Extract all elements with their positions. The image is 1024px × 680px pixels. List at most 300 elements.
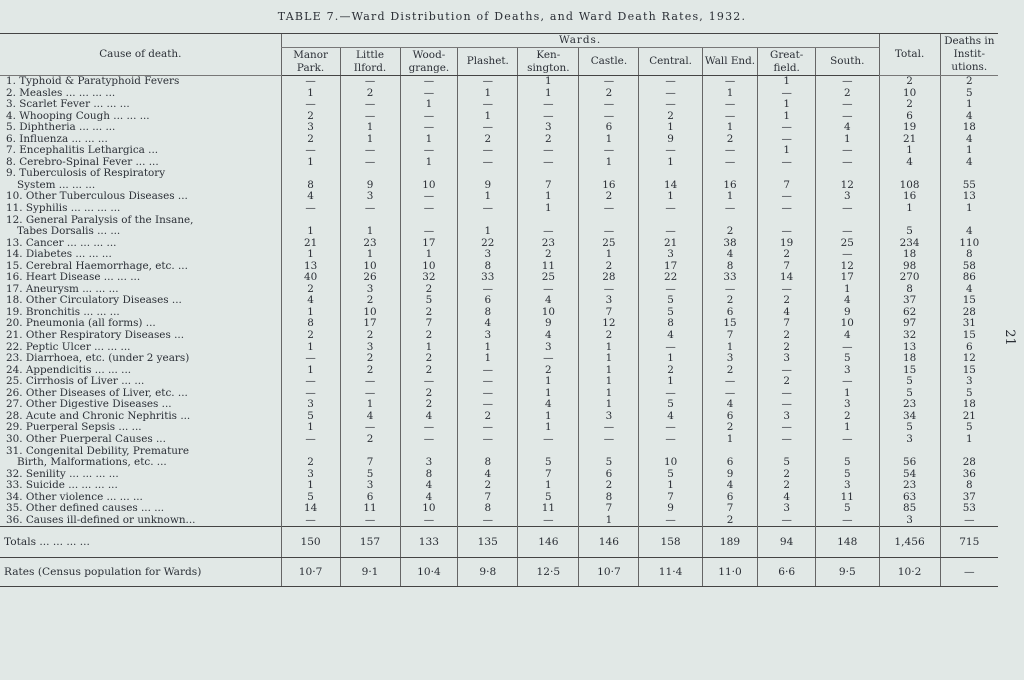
value-cell: 146 bbox=[579, 527, 639, 558]
value-cell: 13 bbox=[940, 191, 998, 203]
value-cell: 1 bbox=[518, 411, 579, 423]
value-cell: — bbox=[281, 76, 340, 88]
cause-cell bbox=[0, 388, 281, 400]
value-cell: 234 bbox=[879, 238, 940, 250]
value-cell: 270 bbox=[879, 272, 940, 284]
ward-header: South. bbox=[816, 48, 879, 76]
value-cell: 8 bbox=[458, 503, 518, 515]
value-cell: 1 bbox=[940, 434, 998, 446]
value-cell: 10·2 bbox=[879, 558, 940, 587]
value-cell: — bbox=[340, 376, 400, 388]
value-cell: 5 bbox=[400, 295, 458, 307]
value-cell: 3 bbox=[340, 480, 400, 492]
value-cell: 5 bbox=[816, 503, 879, 515]
value-cell: 715 bbox=[940, 527, 998, 558]
cause-label: 29. Puerperal Sepsis ... ... bbox=[6, 422, 142, 434]
value-cell: 19 bbox=[879, 122, 940, 134]
value-cell: — bbox=[458, 365, 518, 377]
ward-header: Castle. bbox=[579, 48, 639, 76]
value-cell: — bbox=[702, 111, 758, 123]
value-cell: 9 bbox=[702, 469, 758, 481]
value-cell: 1 bbox=[940, 145, 998, 157]
value-cell: 2 bbox=[758, 295, 816, 307]
value-cell: — bbox=[340, 111, 400, 123]
value-cell: 2 bbox=[400, 330, 458, 342]
value-cell: 3 bbox=[816, 365, 879, 377]
value-cell: 1 bbox=[879, 203, 940, 215]
value-cell: 4 bbox=[458, 318, 518, 330]
value-cell: 7 bbox=[579, 503, 639, 515]
cause-label: 6. Influenza ... ... ... bbox=[6, 133, 108, 145]
value-cell: 54 bbox=[879, 469, 940, 481]
value-cell: 5 bbox=[940, 388, 998, 400]
value-cell: 23 bbox=[879, 480, 940, 492]
ward-header: Manor Park. bbox=[281, 48, 340, 76]
value-cell: 6 bbox=[340, 492, 400, 504]
value-cell: 2 bbox=[702, 365, 758, 377]
value-cell: — bbox=[518, 515, 579, 527]
cause-cell bbox=[0, 342, 281, 354]
value-cell: 18 bbox=[940, 399, 998, 411]
value-cell: 1 bbox=[400, 134, 458, 146]
value-cell: 10 bbox=[518, 307, 579, 319]
value-cell: 9·8 bbox=[458, 558, 518, 587]
value-cell: 2 bbox=[639, 111, 702, 123]
value-cell: 3 bbox=[518, 342, 579, 354]
value-cell: 2 bbox=[816, 411, 879, 423]
value-cell: 12·5 bbox=[518, 558, 579, 587]
ward-header: Ken-sington. bbox=[518, 48, 579, 76]
value-cell: 2 bbox=[758, 330, 816, 342]
value-cell: 55 bbox=[940, 168, 998, 191]
value-cell: 3 bbox=[340, 342, 400, 354]
value-cell: — bbox=[816, 145, 879, 157]
value-cell: 7 bbox=[702, 330, 758, 342]
value-cell: 4 bbox=[702, 480, 758, 492]
value-cell: 108 bbox=[879, 168, 940, 191]
cause-cell bbox=[0, 111, 281, 123]
value-cell: 32 bbox=[879, 330, 940, 342]
cause-cell bbox=[0, 157, 281, 169]
value-cell: 1 bbox=[579, 249, 639, 261]
value-cell: 21 bbox=[281, 238, 340, 250]
value-cell: 2 bbox=[400, 365, 458, 377]
value-cell: 4 bbox=[281, 191, 340, 203]
value-cell: — bbox=[758, 134, 816, 146]
cause-cell bbox=[0, 558, 281, 587]
value-cell: — bbox=[458, 388, 518, 400]
table-row bbox=[0, 480, 998, 492]
cause-label: 12. General Paralysis of the Insane, bbox=[6, 214, 194, 226]
value-cell: 1 bbox=[639, 191, 702, 203]
value-cell: — bbox=[758, 515, 816, 527]
value-cell: 10 bbox=[816, 318, 879, 330]
value-cell: 3 bbox=[940, 376, 998, 388]
value-cell: 2 bbox=[458, 480, 518, 492]
value-cell: — bbox=[816, 215, 879, 238]
value-cell: 8 bbox=[281, 168, 340, 191]
value-cell: — bbox=[400, 191, 458, 203]
value-cell: 1 bbox=[518, 203, 579, 215]
value-cell: — bbox=[639, 99, 702, 111]
value-cell: 86 bbox=[940, 272, 998, 284]
value-cell: 17 bbox=[639, 261, 702, 273]
value-cell: 4 bbox=[518, 399, 579, 411]
value-cell: 21 bbox=[879, 134, 940, 146]
value-cell: 2 bbox=[940, 76, 998, 88]
value-cell: 5 bbox=[579, 446, 639, 469]
value-cell: 4 bbox=[879, 157, 940, 169]
value-cell: 40 bbox=[281, 272, 340, 284]
value-cell: 1 bbox=[281, 480, 340, 492]
cause-cell bbox=[0, 330, 281, 342]
value-cell: 1 bbox=[579, 399, 639, 411]
value-cell: 1 bbox=[281, 215, 340, 238]
ward-deaths-table bbox=[0, 33, 998, 587]
value-cell: 17 bbox=[400, 238, 458, 250]
value-cell: 3 bbox=[281, 469, 340, 481]
value-cell: 4 bbox=[940, 215, 998, 238]
value-cell: — bbox=[340, 203, 400, 215]
cause-cell bbox=[0, 376, 281, 388]
value-cell: 2 bbox=[579, 191, 639, 203]
value-cell: 3 bbox=[281, 122, 340, 134]
value-cell: 18 bbox=[879, 249, 940, 261]
value-cell: 4 bbox=[758, 492, 816, 504]
value-cell: 1 bbox=[458, 353, 518, 365]
cause-cell bbox=[0, 399, 281, 411]
value-cell: 7 bbox=[758, 261, 816, 273]
table-row bbox=[0, 122, 998, 134]
value-cell: 28 bbox=[940, 307, 998, 319]
value-cell: 1 bbox=[816, 388, 879, 400]
value-cell: 5 bbox=[340, 469, 400, 481]
value-cell: 8 bbox=[702, 261, 758, 273]
value-cell: 11·0 bbox=[702, 558, 758, 587]
value-cell: — bbox=[458, 399, 518, 411]
value-cell: 12 bbox=[816, 168, 879, 191]
value-cell: 36 bbox=[940, 469, 998, 481]
value-cell: 2 bbox=[340, 295, 400, 307]
value-cell: 28 bbox=[940, 446, 998, 469]
value-cell: 38 bbox=[702, 238, 758, 250]
value-cell: — bbox=[458, 203, 518, 215]
value-cell: 4 bbox=[518, 330, 579, 342]
value-cell: — bbox=[758, 191, 816, 203]
value-cell: 2 bbox=[281, 111, 340, 123]
cause-label: 16. Heart Disease ... ... ... bbox=[6, 272, 141, 284]
value-cell: — bbox=[702, 388, 758, 400]
value-cell: 158 bbox=[639, 527, 702, 558]
value-cell: 5 bbox=[879, 215, 940, 238]
value-cell: — bbox=[940, 558, 998, 587]
value-cell: — bbox=[816, 157, 879, 169]
value-cell: 2 bbox=[400, 388, 458, 400]
value-cell: 1 bbox=[458, 342, 518, 354]
value-cell: 1 bbox=[340, 122, 400, 134]
value-cell: 2 bbox=[579, 480, 639, 492]
value-cell: 3 bbox=[879, 515, 940, 527]
value-cell: — bbox=[758, 284, 816, 296]
value-cell: — bbox=[458, 284, 518, 296]
value-cell: 1 bbox=[579, 157, 639, 169]
value-cell: — bbox=[400, 111, 458, 123]
value-cell: 4 bbox=[758, 307, 816, 319]
table-row bbox=[0, 157, 998, 169]
value-cell: 1 bbox=[518, 376, 579, 388]
value-cell: 9 bbox=[639, 134, 702, 146]
table-title: TABLE 7.—Ward Distribution of Deaths, and Ward Death Rates, 1932. bbox=[277, 10, 747, 23]
cause-cell bbox=[0, 249, 281, 261]
value-cell: 16 bbox=[702, 168, 758, 191]
value-cell: 133 bbox=[400, 527, 458, 558]
ward-header: Great-field. bbox=[758, 48, 816, 76]
cause-label: 14. Diabetes ... ... ... bbox=[6, 249, 112, 261]
cause-cell bbox=[0, 122, 281, 134]
value-cell: 15 bbox=[702, 318, 758, 330]
value-cell: — bbox=[639, 422, 702, 434]
rates-row bbox=[0, 558, 998, 587]
value-cell: 2 bbox=[702, 215, 758, 238]
value-cell: 2 bbox=[758, 376, 816, 388]
cause-label: 36. Causes ill-defined or unknown... bbox=[6, 514, 196, 526]
value-cell: — bbox=[400, 215, 458, 238]
value-cell: 2 bbox=[340, 365, 400, 377]
value-cell: 12 bbox=[816, 261, 879, 273]
value-cell: 10·4 bbox=[400, 558, 458, 587]
value-cell: 7 bbox=[518, 469, 579, 481]
value-cell: 2 bbox=[702, 134, 758, 146]
value-cell: 110 bbox=[940, 238, 998, 250]
wards-header: Wards. bbox=[281, 34, 879, 48]
cause-cell bbox=[0, 503, 281, 515]
table-row bbox=[0, 353, 998, 365]
value-cell: 1 bbox=[579, 134, 639, 146]
value-cell: 7 bbox=[639, 492, 702, 504]
value-cell: 1 bbox=[518, 88, 579, 100]
value-cell: 2 bbox=[758, 480, 816, 492]
value-cell: 1 bbox=[340, 134, 400, 146]
value-cell: 7 bbox=[579, 307, 639, 319]
value-cell: — bbox=[400, 122, 458, 134]
cause-label-continued: System ... ... ... bbox=[17, 178, 96, 191]
value-cell: 189 bbox=[702, 527, 758, 558]
cause-cell bbox=[0, 295, 281, 307]
value-cell: 2 bbox=[281, 330, 340, 342]
cause-cell bbox=[0, 318, 281, 330]
value-cell: 8 bbox=[400, 469, 458, 481]
value-cell: — bbox=[400, 515, 458, 527]
value-cell: 2 bbox=[281, 284, 340, 296]
value-cell: 148 bbox=[816, 527, 879, 558]
value-cell: — bbox=[518, 111, 579, 123]
value-cell: 6 bbox=[879, 111, 940, 123]
value-cell: 4 bbox=[639, 411, 702, 423]
value-cell: — bbox=[639, 342, 702, 354]
value-cell: 1 bbox=[639, 480, 702, 492]
value-cell: — bbox=[639, 88, 702, 100]
ward-header: Wall End. bbox=[702, 48, 758, 76]
value-cell: 2 bbox=[400, 307, 458, 319]
value-cell: 17 bbox=[340, 318, 400, 330]
value-cell: 3 bbox=[702, 353, 758, 365]
table-row bbox=[0, 76, 998, 88]
value-cell: 1 bbox=[400, 99, 458, 111]
cause-label: 25. Cirrhosis of Liver ... ... bbox=[6, 376, 145, 388]
value-cell: 12 bbox=[579, 318, 639, 330]
value-cell: 15 bbox=[940, 365, 998, 377]
cause-label: 3. Scarlet Fever ... ... ... bbox=[6, 99, 130, 111]
value-cell: — bbox=[702, 203, 758, 215]
value-cell: — bbox=[639, 388, 702, 400]
value-cell: — bbox=[639, 434, 702, 446]
value-cell: 4 bbox=[281, 295, 340, 307]
value-cell: — bbox=[639, 515, 702, 527]
cause-label: 22. Peptic Ulcer ... ... ... bbox=[6, 341, 131, 353]
value-cell: 1 bbox=[518, 480, 579, 492]
value-cell: 33 bbox=[458, 272, 518, 284]
value-cell: 10 bbox=[400, 503, 458, 515]
value-cell: 2 bbox=[340, 353, 400, 365]
ward-header: Wood-grange. bbox=[400, 48, 458, 76]
value-cell: — bbox=[579, 434, 639, 446]
value-cell: — bbox=[400, 376, 458, 388]
value-cell: 2 bbox=[281, 134, 340, 146]
value-cell: 5 bbox=[639, 307, 702, 319]
value-cell: — bbox=[400, 145, 458, 157]
value-cell: — bbox=[816, 434, 879, 446]
value-cell: — bbox=[458, 376, 518, 388]
cause-cell bbox=[0, 422, 281, 434]
value-cell: 8 bbox=[940, 249, 998, 261]
ward-header: Central. bbox=[639, 48, 702, 76]
value-cell: 16 bbox=[879, 191, 940, 203]
value-cell: — bbox=[702, 99, 758, 111]
value-cell: 1 bbox=[400, 342, 458, 354]
cause-cell bbox=[0, 76, 281, 88]
value-cell: 37 bbox=[879, 295, 940, 307]
cause-label: 2. Measles ... ... ... ... bbox=[6, 87, 116, 99]
cause-cell bbox=[0, 145, 281, 157]
value-cell: 17 bbox=[816, 272, 879, 284]
cause-label: 31. Congenital Debility, Premature bbox=[6, 445, 190, 457]
value-cell: 1 bbox=[702, 434, 758, 446]
value-cell: 85 bbox=[879, 503, 940, 515]
value-cell: 150 bbox=[281, 527, 340, 558]
table-row bbox=[0, 434, 998, 446]
value-cell: 1 bbox=[816, 284, 879, 296]
value-cell: 2 bbox=[639, 365, 702, 377]
value-cell: 4 bbox=[940, 284, 998, 296]
value-cell: 1 bbox=[579, 342, 639, 354]
value-cell: 32 bbox=[400, 272, 458, 284]
value-cell: — bbox=[458, 122, 518, 134]
cause-cell bbox=[0, 492, 281, 504]
cause-cell bbox=[0, 434, 281, 446]
value-cell: 157 bbox=[340, 527, 400, 558]
value-cell: — bbox=[340, 76, 400, 88]
value-cell: — bbox=[340, 99, 400, 111]
value-cell: — bbox=[639, 203, 702, 215]
value-cell: — bbox=[340, 157, 400, 169]
value-cell: 7 bbox=[400, 318, 458, 330]
cause-label: 23. Diarrhoea, etc. (under 2 years) bbox=[6, 353, 190, 365]
cause-cell bbox=[0, 191, 281, 203]
value-cell: 94 bbox=[758, 527, 816, 558]
cause-label: 4. Whooping Cough ... ... ... bbox=[6, 110, 150, 122]
value-cell: 4 bbox=[702, 249, 758, 261]
value-cell: 22 bbox=[639, 272, 702, 284]
value-cell: 4 bbox=[816, 295, 879, 307]
value-cell: — bbox=[518, 157, 579, 169]
value-cell: — bbox=[816, 342, 879, 354]
value-cell: — bbox=[458, 99, 518, 111]
table-row bbox=[0, 446, 998, 469]
value-cell: 5 bbox=[879, 422, 940, 434]
value-cell: — bbox=[458, 145, 518, 157]
value-cell: 7 bbox=[458, 492, 518, 504]
cause-label-continued: Birth, Malformations, etc. ... bbox=[17, 456, 167, 469]
value-cell: — bbox=[340, 422, 400, 434]
cause-cell bbox=[0, 99, 281, 111]
value-cell: — bbox=[518, 215, 579, 238]
cause-cell bbox=[0, 261, 281, 273]
value-cell: 2 bbox=[340, 434, 400, 446]
value-cell: 8 bbox=[579, 492, 639, 504]
value-cell: 1 bbox=[518, 76, 579, 88]
cause-label: Totals ... ... ... ... bbox=[4, 535, 90, 548]
value-cell: — bbox=[702, 157, 758, 169]
value-cell: 3 bbox=[340, 284, 400, 296]
value-cell: 1 bbox=[281, 249, 340, 261]
cause-cell bbox=[0, 134, 281, 146]
value-cell: 15 bbox=[940, 330, 998, 342]
cause-label: 15. Cerebral Haemorrhage, etc. ... bbox=[6, 260, 188, 272]
value-cell: 1 bbox=[458, 215, 518, 238]
value-cell: 4 bbox=[518, 295, 579, 307]
value-cell: 37 bbox=[940, 492, 998, 504]
value-cell: 5 bbox=[940, 88, 998, 100]
value-cell: 2 bbox=[400, 353, 458, 365]
value-cell: — bbox=[758, 422, 816, 434]
value-cell: 1 bbox=[639, 122, 702, 134]
value-cell: 10·7 bbox=[579, 558, 639, 587]
value-cell: 1 bbox=[281, 157, 340, 169]
value-cell: 1 bbox=[340, 215, 400, 238]
value-cell: — bbox=[816, 515, 879, 527]
value-cell: 28 bbox=[579, 272, 639, 284]
cause-label-continued: Tabes Dorsalis ... ... bbox=[17, 225, 121, 238]
value-cell: — bbox=[518, 284, 579, 296]
value-cell: — bbox=[400, 422, 458, 434]
value-cell: — bbox=[281, 353, 340, 365]
value-cell: — bbox=[758, 365, 816, 377]
value-cell: 1 bbox=[940, 99, 998, 111]
value-cell: 9 bbox=[639, 503, 702, 515]
value-cell: 8 bbox=[639, 318, 702, 330]
value-cell: 1 bbox=[281, 422, 340, 434]
value-cell: 3 bbox=[458, 249, 518, 261]
value-cell: — bbox=[758, 203, 816, 215]
table-row bbox=[0, 215, 998, 238]
value-cell: — bbox=[758, 388, 816, 400]
value-cell: 5 bbox=[758, 446, 816, 469]
value-cell: 2 bbox=[579, 330, 639, 342]
institutions-header: Deaths in Instit-utions. bbox=[940, 34, 998, 76]
value-cell: — bbox=[758, 122, 816, 134]
cause-label: 5. Diphtheria ... ... ... bbox=[6, 122, 116, 134]
value-cell: 5 bbox=[639, 399, 702, 411]
